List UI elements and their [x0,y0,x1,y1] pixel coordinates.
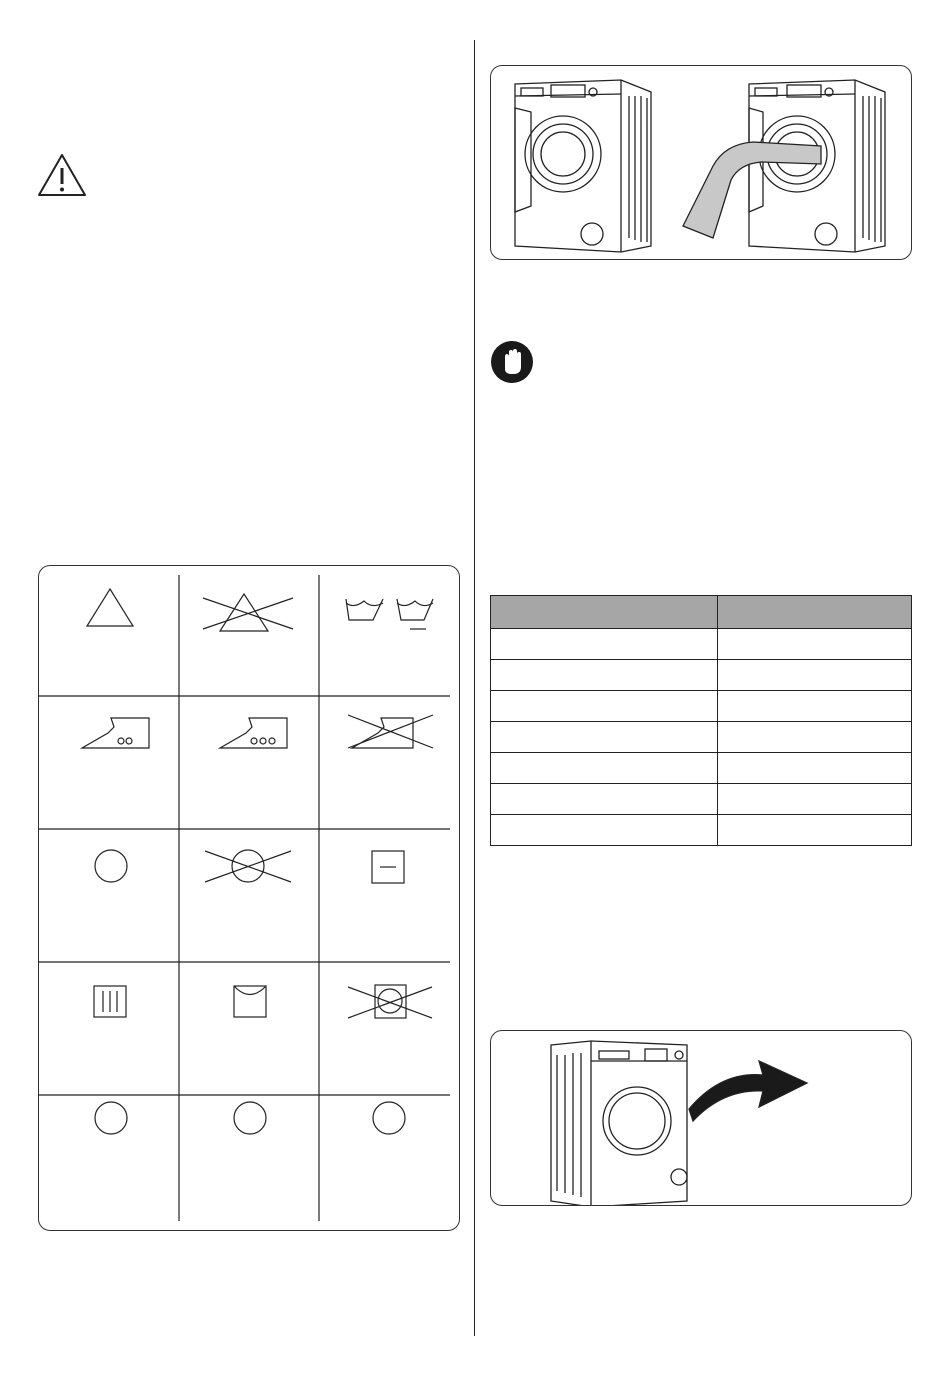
washing-machine-front [551,1041,687,1206]
table-cell [718,629,912,660]
arrow-icon [689,1061,807,1121]
table-cell [491,691,718,722]
table-cell [718,753,912,784]
door-open-illustration-box [490,1030,912,1206]
table-cell [491,784,718,815]
table-row [491,660,912,691]
circle-icon [95,1102,127,1134]
table-cell [491,753,718,784]
hose [683,142,821,238]
bleach-allowed-icon [87,589,133,626]
table-cell [718,815,912,846]
table-header-cell [718,596,912,629]
table-header-cell [491,596,718,629]
care-symbols-grid [38,565,460,1231]
drum-cleaning-illustration-box [490,65,912,260]
spec-table [490,595,912,846]
table-cell [718,722,912,753]
no-dry-clean-icon [205,850,291,882]
washing-machine-open-door [515,80,651,252]
column-divider [474,40,475,1336]
table-row [491,691,912,722]
no-iron-icon [348,715,433,748]
table-cell [491,629,718,660]
circle-icon [234,1102,266,1134]
table-cell [718,691,912,722]
table-row [491,753,912,784]
iron-high-icon [220,718,287,748]
door-open-illustration [491,1031,912,1206]
dry-flat-icon [372,851,404,883]
table-cell [491,660,718,691]
warning-icon [36,152,88,198]
hand-wash-icon [346,599,433,629]
table-row [491,722,912,753]
drip-dry-icon [94,986,126,1017]
table-row [491,815,912,846]
drum-cleaning-illustration [491,66,912,260]
table-cell [491,722,718,753]
table-row [491,629,912,660]
table-header-row [491,596,912,629]
table-row [491,784,912,815]
line-dry-icon [234,986,266,1017]
circle-icon [373,1102,405,1134]
no-tumble-dry-icon [348,985,432,1018]
iron-medium-icon [82,718,149,748]
stop-hand-icon [490,340,534,384]
washing-machine-with-hose [749,80,885,252]
no-bleach-icon [203,594,293,631]
table-cell [491,815,718,846]
dry-clean-icon [95,850,127,882]
table-cell [718,660,912,691]
table-cell [718,784,912,815]
